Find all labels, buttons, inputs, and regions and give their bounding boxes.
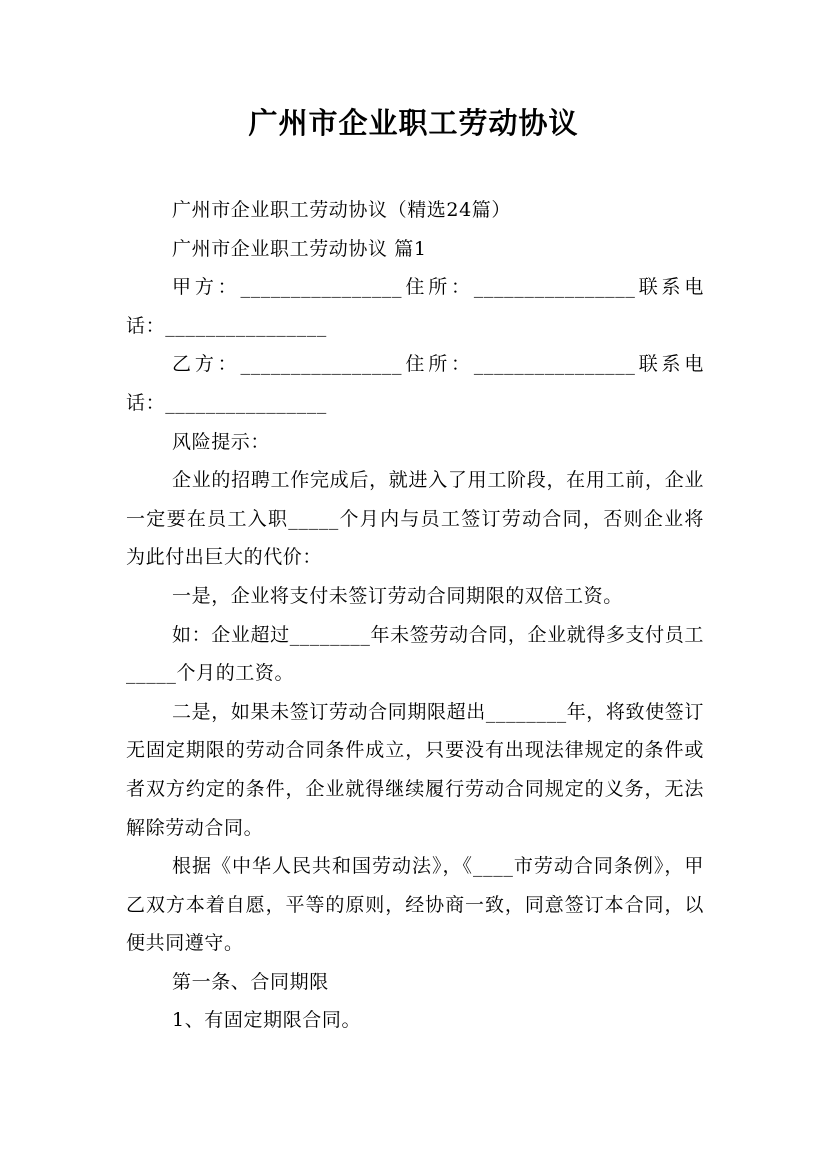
body-paragraph: 二是，如果未签订劳动合同期限超出________年，将致使签订无固定期限的劳动合同条件成立，只要没有出现法律规定的条件或者双方约定的条件，企业就得继续履行劳动合同规定的义务，无法解除劳动合同。 (126, 700, 704, 839)
party-b-line: 乙方：________________住所：________________联系电话：________________ (126, 353, 704, 414)
subtitle-paragraph: 广州市企业职工劳动协议（精选24篇） (172, 199, 511, 221)
body-paragraph: 一是，企业将支付未签订劳动合同期限的双倍工资。 (172, 584, 623, 607)
document-title: 广州市企业职工劳动协议 (248, 106, 579, 140)
body-paragraph: 如：企业超过________年未签劳动合同，企业就得多支付员工_____个月的工资。 (126, 623, 704, 685)
body-paragraph: 企业的招聘工作完成后，就进入了用工阶段，在用工前，企业一定要在员工入职_____个月内与员工签订劳动合同，否则企业将为此付出巨大的代价： (126, 469, 704, 569)
section-heading: 广州市企业职工劳动协议 篇1 (172, 237, 427, 260)
article-heading: 第一条、合同期限 (172, 970, 329, 993)
party-a-line: 甲方：________________住所：________________联系电话：________________ (126, 276, 704, 337)
risk-heading: 风险提示： (172, 430, 271, 453)
body-paragraph: 根据《中华人民共和国劳动法》，《____市劳动合同条例》，甲乙双方本着自愿，平等的原则，经协商一致，同意签订本合同，以便共同遵守。 (126, 855, 704, 955)
clause-item: 1、有固定期限合同。 (172, 1009, 362, 1032)
document-body (126, 191, 704, 1040)
